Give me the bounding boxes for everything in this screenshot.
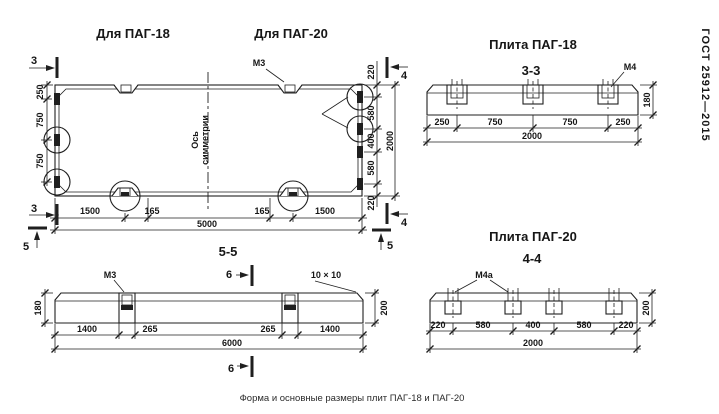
section55-dim-1400r: 1400 — [319, 324, 341, 334]
plan-dim-750b: 750 — [35, 153, 45, 169]
section44-dim-400: 400 — [525, 320, 541, 330]
section44-dim-2000: 2000 — [522, 338, 544, 348]
plan-left-anchors — [44, 93, 70, 195]
plan-dim-250: 250 — [35, 84, 45, 100]
section55-dim-265r: 265 — [260, 324, 276, 334]
section55-body — [55, 293, 363, 323]
plan-dim-750a: 750 — [35, 112, 45, 128]
standard-code-label: ГОСТ 25912—2015 — [699, 28, 711, 142]
section44-dim-580r: 580 — [576, 320, 592, 330]
section33-dim-250l: 250 — [434, 117, 450, 127]
plan-dim-1500l: 1500 — [79, 206, 101, 216]
section-3-3 — [423, 37, 657, 146]
section33-dim-750r: 750 — [562, 117, 578, 127]
plan-title-pag18: Для ПАГ-18 — [96, 26, 170, 41]
section55-dim-1400l: 1400 — [76, 324, 98, 334]
plan-dim-165r: 165 — [254, 206, 270, 216]
section55-m3-leader — [114, 280, 124, 292]
section33-bottom-dims — [423, 115, 642, 146]
section55-dim-180: 180 — [33, 300, 43, 316]
section33-m4-label: М4 — [623, 62, 637, 72]
section33-dim-180: 180 — [642, 92, 652, 108]
section55-thickness-dims — [33, 289, 389, 327]
section33-dim-750l: 750 — [487, 117, 503, 127]
section44-dim-220l: 220 — [430, 320, 446, 330]
plan-bottom-notch-right — [278, 181, 308, 211]
marker-6-top: 6 — [225, 269, 233, 281]
plan-m3-label: М3 — [252, 58, 266, 68]
section55-dim-265l: 265 — [142, 324, 158, 334]
section44-dim-200: 200 — [641, 300, 651, 316]
section55-joints — [119, 293, 298, 323]
section44-m4a-leader2 — [490, 280, 508, 292]
section33-label: 3-3 — [521, 63, 541, 78]
section55-m3-label: М3 — [103, 270, 117, 280]
plan-dim-5000: 5000 — [196, 219, 218, 229]
section44-thickness-dim — [639, 289, 656, 327]
figure-caption: Форма и основные размеры плит ПАГ-18 и ПАГ-20 — [239, 393, 465, 404]
plan-dim-220b: 220 — [366, 195, 376, 211]
plan-top-notch-left — [114, 84, 138, 93]
section-5-5 — [33, 244, 389, 377]
plan-dim-2000: 2000 — [385, 130, 395, 152]
plan-bottom-notch-left — [110, 181, 140, 211]
section55-dim-6000: 6000 — [221, 338, 243, 348]
section33-title: Плита ПАГ-18 — [489, 37, 577, 52]
plan-dim-400: 400 — [366, 133, 376, 149]
plan-dim-220t: 220 — [366, 64, 376, 80]
marker-4-bottom: 4 — [400, 217, 408, 229]
plan-axis-word1: Ось — [190, 131, 200, 149]
plan-dim-580b: 580 — [366, 160, 376, 176]
plan-dim-1500r: 1500 — [314, 206, 336, 216]
section55-label: 5-5 — [218, 244, 238, 259]
section44-dim-580l: 580 — [475, 320, 491, 330]
marker-5-left: 5 — [22, 241, 30, 253]
section44-label: 4-4 — [522, 251, 542, 266]
section55-dim-200: 200 — [379, 300, 389, 316]
plan-axis-word2: симметрии — [200, 115, 210, 165]
marker-5-right: 5 — [386, 240, 394, 252]
section55-chamfer-leader — [315, 281, 356, 292]
plan-dim-580t: 580 — [366, 105, 376, 121]
section-4-4 — [426, 229, 656, 353]
section33-anchors — [447, 79, 618, 109]
section55-chamfer-label: 10 × 10 — [310, 270, 342, 280]
marker-3-bottom: 3 — [30, 203, 38, 215]
marker-6-bottom: 6 — [227, 363, 235, 375]
plan-dim-165l: 165 — [144, 206, 160, 216]
marker-3-top: 3 — [30, 55, 38, 67]
section33-thickness-dim — [640, 81, 657, 119]
section44-m4a-label: М4а — [475, 270, 493, 280]
section33-dim-2000: 2000 — [521, 131, 543, 141]
plan-m3-leader — [266, 69, 284, 82]
section55-bottom-dims — [51, 323, 367, 353]
section33-dim-250r: 250 — [615, 117, 631, 127]
plan-right-dim-chain — [364, 61, 400, 211]
plan-view — [23, 26, 408, 253]
plan-bottom-dim-chain — [50, 198, 367, 234]
section44-bottom-dims — [426, 320, 641, 353]
section44-dim-220r: 220 — [618, 320, 634, 330]
plan-top-notch-right — [278, 84, 302, 93]
section44-title: Плита ПАГ-20 — [489, 229, 577, 244]
marker-4-top: 4 — [400, 70, 408, 82]
plan-title-pag20: Для ПАГ-20 — [254, 26, 328, 41]
section33-body — [427, 85, 638, 115]
